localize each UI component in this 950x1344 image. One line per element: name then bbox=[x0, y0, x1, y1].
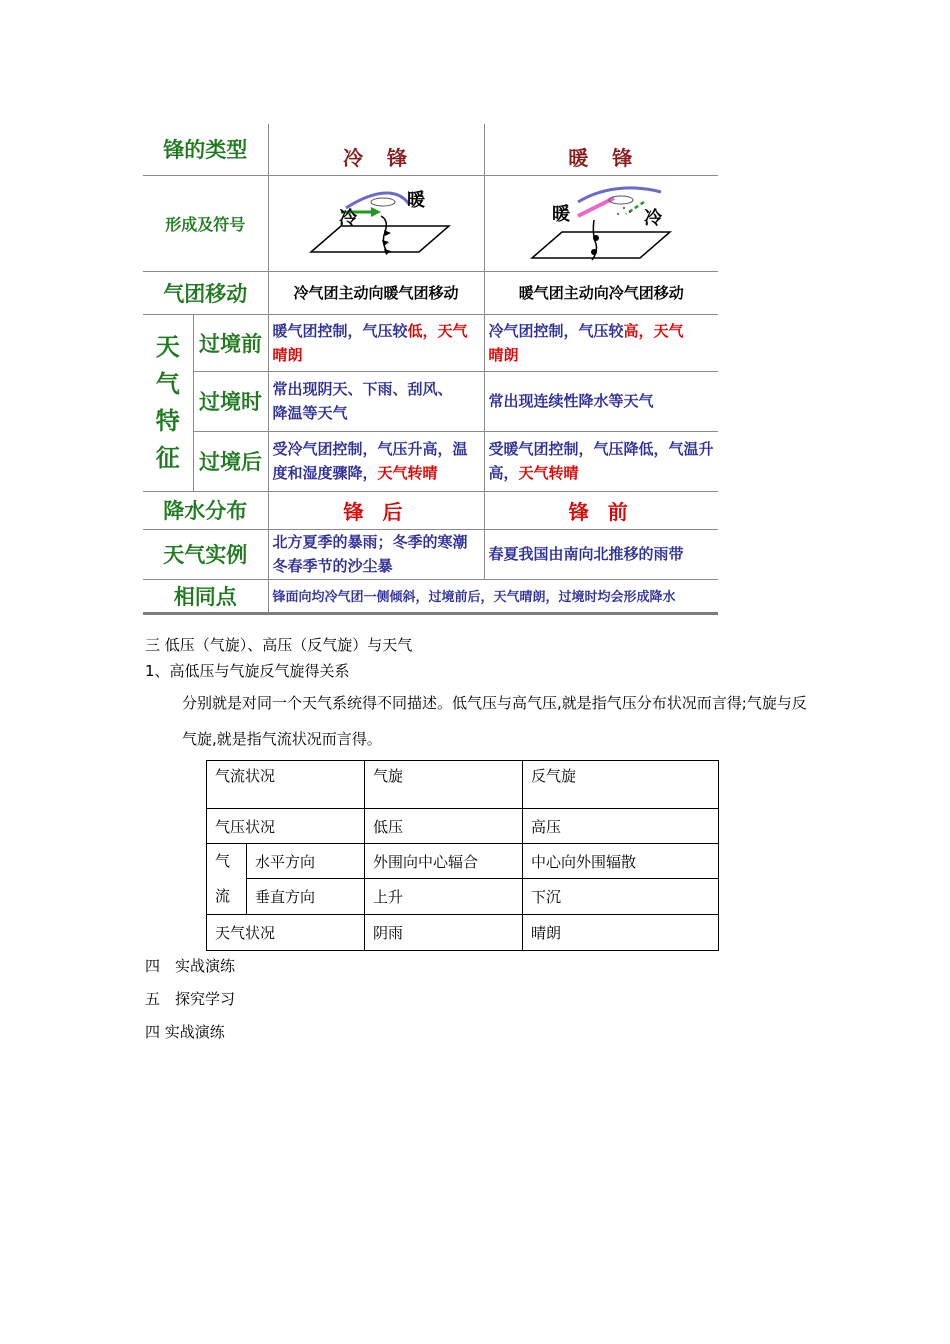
front-comparison-table bbox=[143, 124, 718, 615]
same-text: 锋面向均冷气团一侧倾斜，过境前后，天气晴朗，过境时均会形成降水 bbox=[268, 579, 718, 613]
cold-before-weather: 天气 bbox=[437, 321, 468, 340]
during-label: 过境时 bbox=[193, 371, 268, 431]
anticyclone-pressure: 高压 bbox=[523, 809, 719, 844]
after-label: 过境后 bbox=[193, 431, 268, 491]
warm-after-cell bbox=[484, 431, 718, 491]
airmass-label: 气团移动 bbox=[143, 271, 268, 314]
warm-before-text: 冷气团控制，气压较 bbox=[488, 321, 624, 340]
formation-row bbox=[143, 175, 718, 271]
same-row bbox=[143, 579, 718, 613]
warm-front-title: 暖 锋 bbox=[484, 124, 718, 175]
cold-example-cell: 北方夏季的暴雨；冬季的寒潮冬春季节的沙尘暴 bbox=[268, 529, 484, 579]
cold-diagram-right-label: 暖 bbox=[407, 190, 425, 211]
cold-during-cell bbox=[268, 371, 484, 431]
pressure-row-flow bbox=[207, 761, 719, 809]
warm-before-comma: ， bbox=[638, 321, 654, 340]
weather-status-label: 天气状况 bbox=[207, 915, 365, 951]
example-row bbox=[143, 529, 718, 579]
pressure-row-vertical bbox=[207, 879, 719, 915]
airflow-char-1: 气 bbox=[215, 852, 231, 870]
cold-airmass-cell: 冷气团主动向暖气团移动 bbox=[268, 271, 484, 314]
cold-after-clear: 天气转晴 bbox=[377, 464, 438, 482]
weather-feature-char-4: 征 bbox=[155, 443, 180, 472]
warm-before-cell bbox=[484, 314, 718, 371]
warm-before-clear: 晴朗 bbox=[488, 345, 519, 364]
front-type-label: 锋的类型 bbox=[143, 124, 268, 175]
weather-feature-char-1: 天 bbox=[155, 332, 180, 361]
same-label: 相同点 bbox=[143, 579, 268, 613]
vertical-label: 垂直方向 bbox=[247, 879, 365, 915]
cold-front-diagram-cell bbox=[268, 175, 484, 271]
weather-feature-label bbox=[143, 314, 193, 491]
warm-example-cell: 春夏我国由南向北推移的雨带 bbox=[484, 529, 718, 579]
section4b-title: 四 实战演练 bbox=[145, 1023, 225, 1041]
cold-during-line1: 常出现阴天、下雨、刮风、 bbox=[272, 380, 453, 398]
warm-before-highlight: 高 bbox=[623, 321, 639, 340]
warm-diagram-left-label: 暖 bbox=[552, 204, 571, 225]
warm-precip-cell: 锋 前 bbox=[484, 491, 718, 529]
cold-precip-cell: 锋 后 bbox=[268, 491, 484, 529]
warm-front-diagram bbox=[526, 180, 676, 266]
section5-title: 五 探究学习 bbox=[145, 990, 236, 1008]
cold-after-cell bbox=[268, 431, 484, 491]
cyclone-header: 气旋 bbox=[365, 761, 523, 809]
cold-before-clear: 晴朗 bbox=[272, 345, 303, 364]
front-type-row bbox=[143, 124, 718, 175]
flow-status-label: 气流状况 bbox=[207, 761, 365, 809]
formation-label: 形成及符号 bbox=[143, 175, 268, 271]
pressure-row-weather bbox=[207, 915, 719, 951]
warm-after-clear: 天气转晴 bbox=[518, 464, 579, 482]
cold-diagram-left-label: 冷 bbox=[339, 208, 357, 229]
section4-title: 四 实战演练 bbox=[145, 957, 236, 975]
pressure-row-horizontal bbox=[207, 844, 719, 879]
anticyclone-weather: 晴朗 bbox=[523, 915, 719, 951]
anticyclone-vertical: 下沉 bbox=[523, 879, 719, 915]
cold-front-title: 冷 锋 bbox=[268, 124, 484, 175]
warm-after-text: 受暖气团控制，气压降低，气温升高， bbox=[488, 440, 714, 482]
cyclone-pressure: 低压 bbox=[365, 809, 523, 844]
horizontal-label: 水平方向 bbox=[247, 844, 365, 879]
cold-before-comma: ， bbox=[422, 321, 438, 340]
before-label: 过境前 bbox=[193, 314, 268, 371]
warm-before-weather: 天气 bbox=[653, 321, 684, 340]
precip-label: 降水分布 bbox=[143, 491, 268, 529]
cold-after-text: 受冷气团控制，气压升高，温度和湿度骤降， bbox=[272, 440, 468, 482]
cold-during-line2: 降温等天气 bbox=[272, 404, 348, 422]
warm-diagram-right-label: 冷 bbox=[644, 208, 663, 229]
cold-before-highlight: 低 bbox=[407, 321, 423, 340]
cold-before-cell bbox=[268, 314, 484, 371]
cold-before-text: 暖气团控制，气压较 bbox=[272, 321, 408, 340]
anticyclone-horizontal: 中心向外围辐散 bbox=[523, 844, 719, 879]
anticyclone-header: 反气旋 bbox=[523, 761, 719, 809]
precip-row bbox=[143, 491, 718, 529]
pressure-row-pressure bbox=[207, 809, 719, 844]
relation-paragraph: 分别就是对同一个天气系统得不同描述。低气压与高气压,就是指气压分布状况而言得;气旋与反气旋,就是指气流状况而言得。 bbox=[182, 694, 807, 748]
cyclone-weather: 阴雨 bbox=[365, 915, 523, 951]
cyclone-vertical: 上升 bbox=[365, 879, 523, 915]
cold-front-diagram bbox=[301, 180, 451, 266]
warm-airmass-cell: 暖气团主动向冷气团移动 bbox=[484, 271, 718, 314]
airmass-row bbox=[143, 271, 718, 314]
warm-front-diagram-cell bbox=[484, 175, 718, 271]
weather-feature-char-3: 特 bbox=[155, 406, 180, 435]
example-label: 天气实例 bbox=[143, 529, 268, 579]
cyclone-horizontal: 外围向中心辐合 bbox=[365, 844, 523, 879]
weather-feature-char-2: 气 bbox=[155, 369, 180, 398]
warm-during-cell: 常出现连续性降水等天气 bbox=[484, 371, 718, 431]
pressure-table bbox=[206, 760, 719, 951]
sub1-title: 1、高低压与气旋反气旋得关系 bbox=[145, 662, 350, 680]
during-row bbox=[143, 371, 718, 431]
section3-title: 三 低压（气旋）、高压（反气旋）与天气 bbox=[145, 636, 413, 654]
before-row bbox=[143, 314, 718, 371]
airflow-char-2: 流 bbox=[215, 887, 231, 905]
pressure-status-label: 气压状况 bbox=[207, 809, 365, 844]
after-row bbox=[143, 431, 718, 491]
airflow-group-label bbox=[207, 844, 247, 915]
